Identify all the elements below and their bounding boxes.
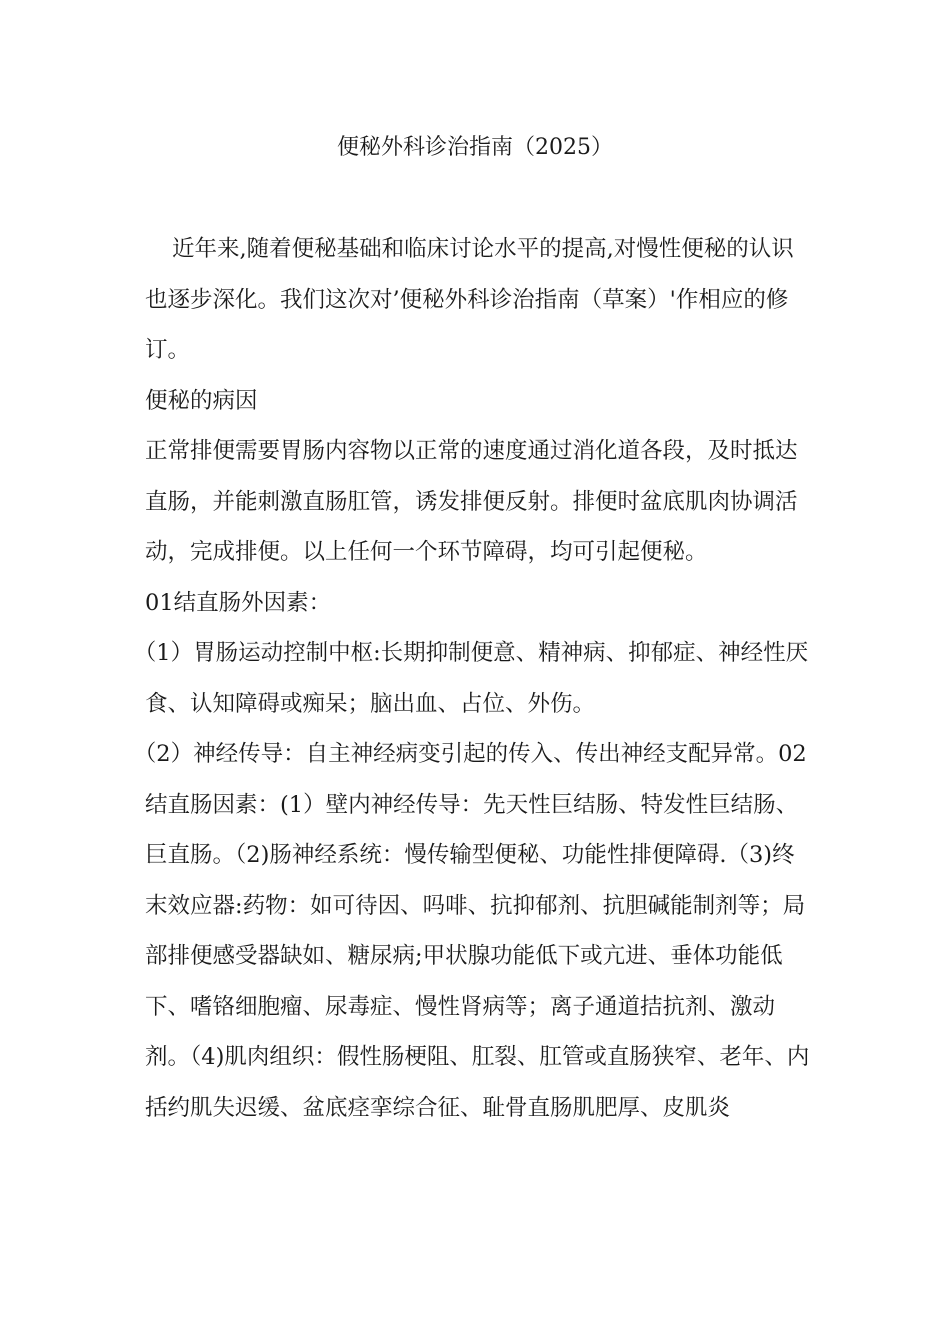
document-body [133,224,811,1133]
item-paragraph-2: （2）神经传导：自主神经病变引起的传入、传出神经支配异常。02结直肠因素：(1）壁内神经传导：先天性巨结肠、特发性巨结肠、巨直肠。（2)肠神经系统：慢传输型便秘、功能性排便障碍.（3)终末效应器:药物：如可待因、吗啡、抗抑郁剂、抗胆碱能制剂等；局部排便感受器缺如、糖尿病;甲状腺功能低下或亢进、垂体功能低下、嗜铬细胞瘤、尿毒症、慢性肾病等；离子通道拮抗剂、激动剂。（4)肌肉组织：假性肠梗阻、肛裂、肛管或直肠狭窄、老年、内括约肌失迟缓、盆底痉挛综合征、耻骨直肠肌肥厚、皮肌炎 [133,741,810,1121]
document-title: 便秘外科诊治指南（2025） [337,135,613,160]
intro-paragraph: 近年来,随着便秘基础和临床讨论水平的提高,对慢性便秘的认识也逐步深化。我们这次对’便秘外科诊治指南（草案）'作相应的修订。 [145,236,794,363]
item-paragraph-1: （1）胃肠运动控制中枢:长期抑制便意、精神病、抑郁症、神经性厌食、认知障碍或痴呆；脑出血、占位、外伤。 [133,640,809,717]
causes-paragraph: 正常排便需要胃肠内容物以正常的速度通过消化道各段，及时抵达直肠，并能刺激直肠肛管，诱发排便反射。排便时盆底肌肉协调活动，完成排便。以上任何一个环节障碍，均可引起便秘。 [145,438,798,565]
subsection-heading-extracolonic: 01结直肠外因素： [145,589,332,616]
section-heading-causes: 便秘的病因 [145,387,258,414]
